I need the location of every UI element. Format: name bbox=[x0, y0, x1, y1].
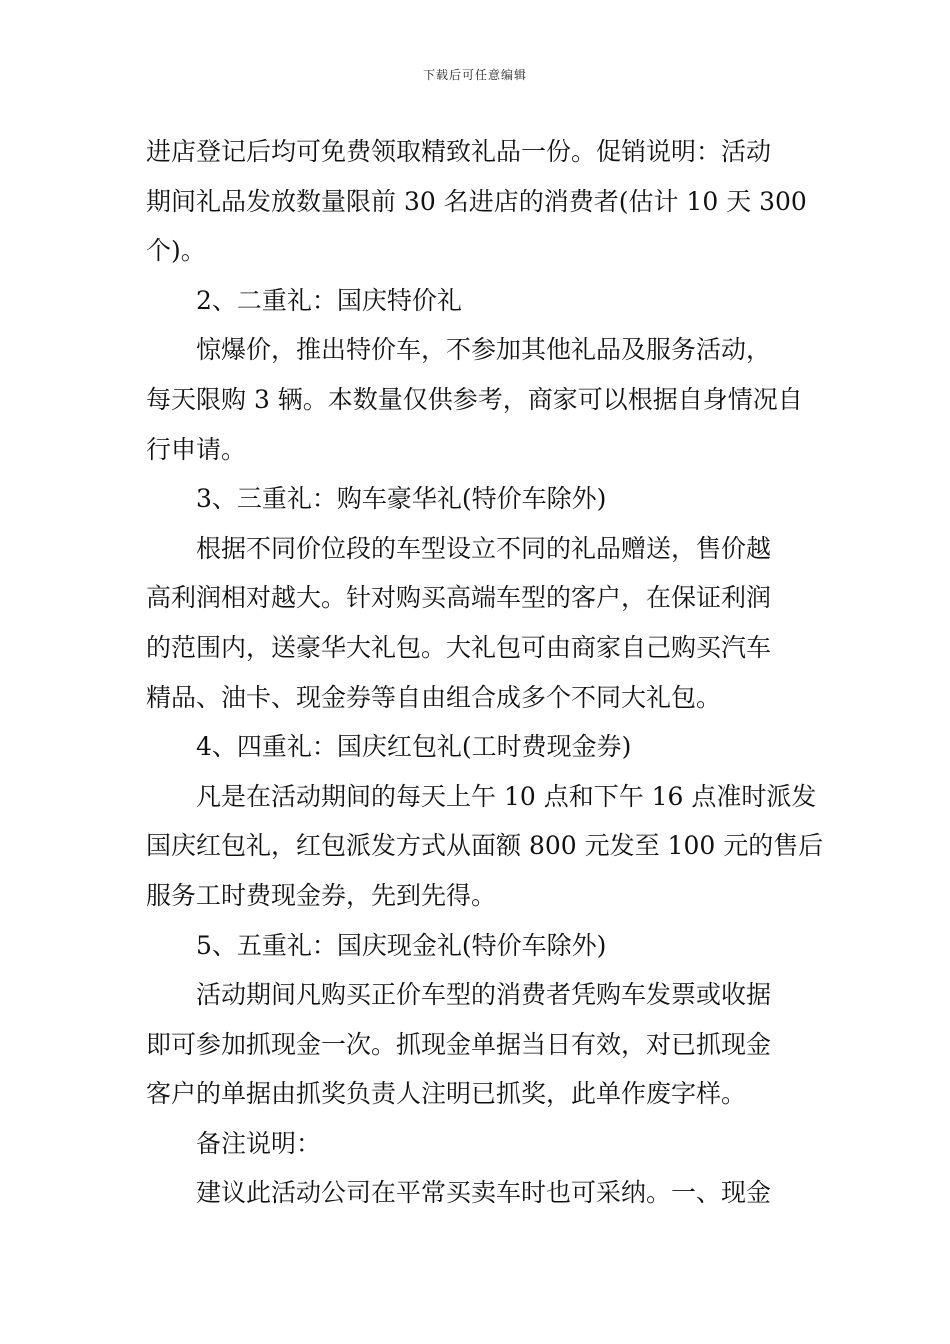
text-line: 国庆红包礼，红包派发方式从面额 800 元发至 100 元的售后 bbox=[146, 831, 824, 861]
section-heading: 5、五重礼：国庆现金礼(特价车除外) bbox=[196, 930, 607, 960]
text-line: 的范围内，送豪华大礼包。大礼包可由商家自己购买汽车 bbox=[146, 632, 772, 662]
section-heading: 2、二重礼：国庆特价礼 bbox=[196, 285, 462, 315]
text-line: 凡是在活动期间的每天上午 10 点和下午 16 点准时派发 bbox=[196, 781, 817, 811]
text-line: 每天限购 3 辆。本数量仅供参考，商家可以根据自身情况自 bbox=[146, 384, 803, 414]
text-line: 高利润相对越大。针对购买高端车型的客户，在保证利润 bbox=[146, 583, 772, 613]
text-line: 个)。 bbox=[146, 236, 206, 266]
section-heading: 备注说明： bbox=[196, 1128, 322, 1158]
text-line: 客户的单据由抓奖负责人注明已抓奖，此单作废字样。 bbox=[146, 1079, 747, 1109]
section-heading: 4、四重礼：国庆红包礼(工时费现金券) bbox=[196, 732, 632, 762]
text-line: 行申请。 bbox=[146, 434, 247, 464]
text-line: 惊爆价，推出特价车，不参加其他礼品及服务活动， bbox=[196, 335, 772, 365]
text-line: 进店登记后均可免费领取精致礼品一份。促销说明：活动 bbox=[146, 137, 772, 166]
text-line: 精品、油卡、现金券等自由组合成多个不同大礼包。 bbox=[146, 682, 722, 712]
text-line: 服务工时费现金券，先到先得。 bbox=[146, 880, 497, 910]
text-line: 即可参加抓现金一次。抓现金单据当日有效，对已抓现金 bbox=[146, 1029, 772, 1059]
text-line: 建议此活动公司在平常买卖车时也可采纳。一、现金 bbox=[196, 1178, 772, 1208]
section-heading: 3、三重礼：购车豪华礼(特价车除外) bbox=[196, 484, 607, 514]
text-line: 活动期间凡购买正价车型的消费者凭购车发票或收据 bbox=[196, 980, 772, 1010]
page-header-note: 下载后可任意编辑 bbox=[422, 68, 527, 82]
text-line: 根据不同价位段的车型设立不同的礼品赠送，售价越 bbox=[196, 533, 772, 563]
document-body bbox=[146, 127, 824, 1218]
text-line: 期间礼品发放数量限前 30 名进店的消费者(估计 10 天 300 bbox=[146, 186, 807, 216]
